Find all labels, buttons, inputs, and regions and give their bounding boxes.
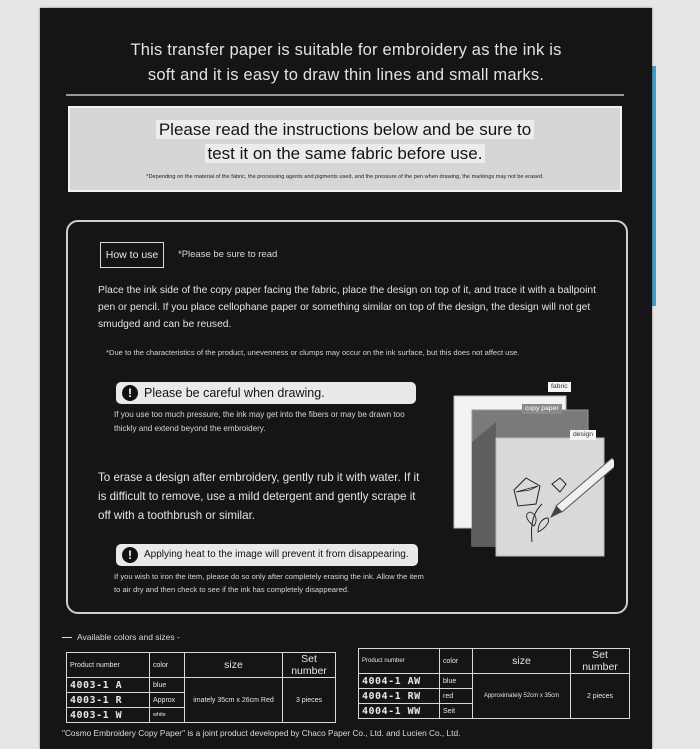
careful-drawing-detail: If you use too much pressure, the ink may get into the fibers or may be drawn too thickly and extend beyond the embroidery.	[114, 410, 405, 433]
label-copy-paper: copy paper	[522, 404, 562, 414]
header-product: Product number	[359, 649, 440, 674]
label-fabric: fabric	[548, 382, 571, 392]
package-insert	[40, 8, 652, 749]
header-text	[40, 38, 652, 88]
copy-paper-fold	[472, 422, 496, 546]
exclamation-icon: !	[122, 385, 138, 401]
footer-credit: "Cosmo Embroidery Copy Paper" is a joint product developed by Chaco Paper Co., Ltd. and Lucien Co., Ltd.	[62, 728, 461, 738]
notice-line-1: Please read the instructions below and be sure to	[156, 120, 534, 139]
table-header-row	[67, 653, 336, 678]
how-to-use-label: How to use	[100, 242, 164, 268]
product-set: 3 pieces	[283, 678, 336, 723]
label-design: design	[570, 430, 596, 440]
exclamation-icon: !	[122, 547, 138, 563]
table-header-row	[359, 649, 630, 674]
divider	[66, 94, 624, 96]
heat-warning-detail: If you wish to iron the item, please do so only after completely erasing the ink. Allow the item to air dry and then check to see if the ink has completely disappeared.	[114, 572, 424, 594]
product-number: 4004-1 RW	[359, 689, 440, 704]
notice-line-2: test it on the same fabric before use.	[205, 144, 486, 163]
spec-table-4004	[358, 648, 630, 719]
product-number: 4003-1 A	[67, 678, 150, 693]
product-number: 4004-1 WW	[359, 704, 440, 719]
how-to-use-panel	[66, 220, 628, 614]
erase-instructions: To erase a design after embroidery, gently rub it with water. If it is difficult to remove, use a mild detergent and gently scrape it off with a toothbrush or similar.	[98, 471, 420, 522]
product-color: Seit	[440, 704, 473, 719]
product-color: Approx	[150, 693, 185, 708]
header-color: color	[150, 653, 185, 678]
product-number: 4004-1 AW	[359, 674, 440, 689]
available-title: Available colors and sizes -	[62, 632, 180, 642]
header-size: size	[185, 653, 283, 678]
header-line-1: This transfer paper is suitable for embroidery as the ink is	[130, 41, 562, 59]
product-size: imately 35cm x 26cm Red	[185, 678, 283, 723]
notice-box	[68, 106, 622, 192]
table-row	[359, 674, 630, 689]
table-row	[67, 678, 336, 693]
header-set: Set number	[571, 649, 630, 674]
header-product: Product number	[67, 653, 150, 678]
product-color: blue	[150, 678, 185, 693]
heat-warning-text: Applying heat to the image will prevent it from disappearing.	[144, 549, 409, 560]
product-color: blue	[440, 674, 473, 689]
notice-main	[70, 118, 620, 166]
product-number: 4003-1 R	[67, 693, 150, 708]
header-size: size	[473, 649, 571, 674]
careful-drawing-alert	[116, 382, 416, 404]
careful-drawing-text: Please be careful when drawing.	[144, 386, 325, 400]
how-to-use-note: *Please be sure to read	[178, 249, 278, 260]
product-size: Approximately 52cm x 35cm	[473, 674, 571, 719]
layering-illustration	[452, 382, 614, 562]
header-set: Set number	[283, 653, 336, 678]
product-set: 2 pieces	[571, 674, 630, 719]
product-number: 4003-1 W	[67, 708, 150, 723]
spec-table-4003	[66, 652, 336, 723]
heat-warning-alert	[116, 544, 418, 566]
design-sheet	[496, 438, 604, 556]
instructions-paragraph: Place the ink side of the copy paper facing the fabric, place the design on top of it, and trace it with a ballpoint pen or pencil. If you place cellophane paper or something similar on top of the design, the design will not get smudged and can be reused.	[98, 285, 596, 330]
notice-footnote: *Depending on the material of the fabric, the processing agents and pigments used, and the pressure of the pen when drawing, the markings may not be erased.	[146, 174, 544, 180]
product-color: white	[150, 708, 185, 723]
product-color: red	[440, 689, 473, 704]
header-line-2: soft and it is easy to draw thin lines and small marks.	[147, 66, 545, 84]
header-color: color	[440, 649, 473, 674]
ink-surface-note: *Due to the characteristics of the product, unevenness or clumps may occur on the ink surface, but this does not affect use.	[106, 348, 520, 357]
